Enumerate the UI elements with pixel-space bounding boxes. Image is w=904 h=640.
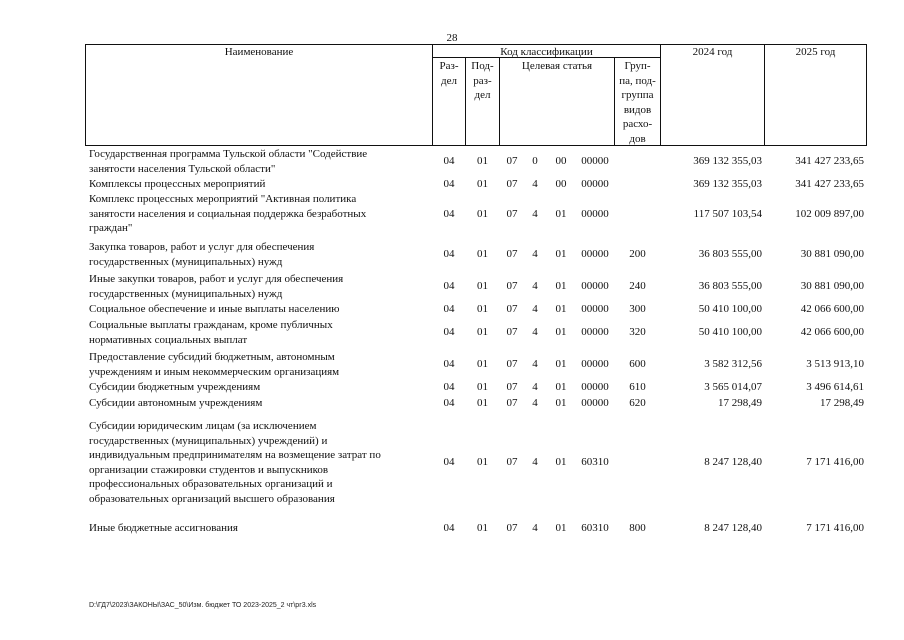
cell-2024: 36 803 555,00 (698, 248, 762, 261)
cell-2024: 369 132 355,03 (693, 155, 762, 168)
table-row (0, 419, 904, 506)
header-year2: 2025 год (795, 46, 836, 58)
row-name-line: государственных (муниципальных) учреждений) и (89, 434, 328, 447)
cell-t3: 01 (555, 358, 567, 371)
cell-t1: 07 (506, 522, 518, 534)
cell-t3: 01 (555, 207, 567, 220)
cell-t3: 01 (555, 381, 567, 393)
page-number: 28 (446, 32, 458, 44)
row-name (89, 177, 421, 192)
cell-t2: 4 (532, 381, 538, 393)
cell-pr: 01 (477, 381, 488, 393)
table-row (0, 350, 904, 379)
row-name-line: Социальное обеспечение и иные выплаты населению (89, 303, 340, 315)
cell-2025: 7 171 416,00 (806, 456, 864, 469)
cell-t1: 07 (506, 155, 518, 168)
row-name-line: Субсидии автономным учреждениям (89, 397, 263, 409)
cell-t3: 00 (555, 155, 567, 168)
cell-rz: 04 (443, 207, 455, 220)
row-name-line: учреждениям и иным некоммерческим организациям (89, 365, 340, 378)
row-name (89, 380, 421, 395)
cell-pr: 01 (477, 358, 488, 371)
cell-2024: 117 507 103,54 (693, 207, 762, 220)
cell-rz: 04 (443, 397, 455, 409)
cell-2025: 341 427 233,65 (795, 178, 864, 190)
cell-t3: 00 (555, 178, 567, 190)
cell-t2: 4 (532, 358, 538, 371)
cell-2025: 7 171 416,00 (806, 522, 864, 534)
cell-t2: 4 (532, 397, 538, 409)
header-podrazdel: Под- раз- дел (471, 60, 494, 101)
row-name-line: образовательных организаций высшего образования (89, 492, 335, 505)
cell-2024: 50 410 100,00 (698, 303, 762, 315)
cell-vr: 240 (629, 280, 646, 293)
cell-t3: 01 (555, 397, 567, 409)
cell-t4: 00000 (581, 326, 609, 339)
row-name-line: граждан" (89, 222, 133, 234)
cell-t3: 01 (555, 522, 567, 534)
row-name (89, 521, 421, 536)
cell-t1: 07 (506, 358, 518, 371)
cell-t1: 07 (506, 207, 518, 220)
cell-t1: 07 (506, 178, 518, 190)
row-name-line: государственных (муниципальных) нужд (89, 255, 283, 268)
cell-2024: 36 803 555,00 (698, 280, 762, 293)
table-row (0, 147, 904, 176)
cell-rz: 04 (443, 280, 455, 293)
cell-t1: 07 (506, 397, 518, 409)
cell-pr: 01 (477, 456, 488, 469)
row-name-line: Комплекс процессных мероприятий "Активная политика (89, 193, 357, 205)
cell-pr: 01 (477, 248, 488, 261)
cell-2024: 369 132 355,03 (693, 178, 762, 190)
cell-rz: 04 (443, 381, 455, 393)
cell-t2: 4 (532, 522, 538, 534)
row-name-line: занятости населения и социальная поддержка безработных (89, 207, 367, 220)
cell-2024: 17 298,49 (718, 397, 762, 409)
table-row (0, 380, 904, 395)
row-name (89, 350, 421, 379)
row-name (89, 318, 421, 347)
cell-rz: 04 (443, 155, 455, 168)
cell-2025: 3 496 614,61 (806, 381, 864, 393)
cell-rz: 04 (443, 456, 455, 469)
cell-2025: 30 881 090,00 (800, 280, 864, 293)
cell-t4: 00000 (581, 381, 609, 393)
cell-t1: 07 (506, 248, 518, 261)
cell-2025: 341 427 233,65 (795, 155, 864, 168)
cell-pr: 01 (477, 326, 488, 339)
cell-t1: 07 (506, 280, 518, 293)
row-name-line: Иные закупки товаров, работ и услуг для обеспечения (89, 273, 344, 285)
table-row (0, 302, 904, 317)
row-name-line: Комплексы процессных мероприятий (89, 178, 266, 190)
cell-t2: 4 (532, 280, 538, 293)
row-name-line: Социальные выплаты гражданам, кроме публичных (89, 319, 333, 331)
cell-2025: 42 066 600,00 (800, 326, 864, 339)
row-name-line: Субсидии бюджетным учреждениям (89, 381, 261, 393)
header-razdel: Раз- дел (439, 60, 459, 87)
cell-pr: 01 (477, 303, 488, 315)
cell-rz: 04 (443, 358, 455, 371)
row-name (89, 419, 421, 506)
cell-t2: 4 (532, 248, 538, 261)
row-name-line: Закупка товаров, работ и услуг для обеспечения (89, 241, 315, 253)
cell-t4: 00000 (581, 358, 609, 371)
row-name (89, 192, 421, 236)
table-row (0, 192, 904, 236)
cell-t4: 00000 (581, 155, 609, 168)
cell-vr: 620 (629, 397, 646, 409)
cell-t4: 00000 (581, 178, 609, 190)
cell-2024: 8 247 128,40 (704, 522, 762, 534)
cell-2025: 102 009 897,00 (795, 207, 864, 220)
cell-pr: 01 (477, 155, 488, 168)
cell-t2: 0 (532, 155, 538, 168)
table-row (0, 396, 904, 411)
cell-t3: 01 (555, 303, 567, 315)
cell-t1: 07 (506, 303, 518, 315)
cell-2025: 3 513 913,10 (806, 358, 864, 371)
row-name (89, 147, 421, 176)
cell-t4: 60310 (581, 522, 609, 534)
cell-t4: 00000 (581, 303, 609, 315)
cell-t1: 07 (506, 456, 518, 469)
table-row (0, 521, 904, 536)
cell-t3: 01 (555, 326, 567, 339)
cell-t3: 01 (555, 456, 567, 469)
cell-pr: 01 (477, 397, 488, 409)
header-target: Целевая статья (521, 60, 593, 72)
table-row (0, 177, 904, 192)
cell-t4: 00000 (581, 397, 609, 409)
cell-t3: 01 (555, 280, 567, 293)
row-name-line: Предоставление субсидий бюджетным, автономным (89, 351, 335, 363)
cell-pr: 01 (477, 522, 488, 534)
cell-t2: 4 (532, 326, 538, 339)
file-path-footer: D:\ГД7\2023\ЗАКОНЫ\ЗАС_50\Изм. бюджет ТО 2023-2025_2 чт\рг3.xls (89, 602, 317, 609)
cell-t4: 00000 (581, 248, 609, 261)
cell-rz: 04 (443, 326, 455, 339)
cell-pr: 01 (477, 207, 488, 220)
cell-vr: 800 (629, 522, 646, 534)
border-right (866, 44, 867, 146)
cell-rz: 04 (443, 248, 455, 261)
cell-vr: 300 (629, 303, 646, 315)
row-name (89, 272, 421, 301)
row-name (89, 396, 421, 411)
cell-pr: 01 (477, 280, 488, 293)
row-name-line: государственных (муниципальных) нужд (89, 287, 283, 300)
table-row (0, 272, 904, 301)
table-row (0, 240, 904, 269)
row-name-line: нормативных социальных выплат (89, 333, 248, 346)
cell-t2: 4 (532, 456, 538, 469)
cell-vr: 320 (629, 326, 646, 339)
cell-t4: 00000 (581, 207, 609, 220)
cell-2025: 42 066 600,00 (800, 303, 864, 315)
cell-t4: 00000 (581, 280, 609, 293)
cell-2024: 3 565 014,07 (704, 381, 762, 393)
header-year1: 2024 год (692, 46, 733, 58)
cell-rz: 04 (443, 303, 455, 315)
cell-2025: 17 298,49 (820, 397, 864, 409)
cell-pr: 01 (477, 178, 488, 190)
cell-t2: 4 (532, 178, 538, 190)
header-group: Груп- па, под- группа видов расхо- дов (619, 60, 656, 145)
row-name-line: Государственная программа Тульской области "Содействие (89, 148, 368, 160)
row-name-line: индивидуальным предпринимателям на возмещение затрат по (89, 449, 381, 461)
cell-vr: 200 (629, 248, 646, 261)
row-name-line: Иные бюджетные ассигнования (89, 522, 238, 534)
cell-t1: 07 (506, 381, 518, 393)
row-name (89, 240, 421, 269)
cell-rz: 04 (443, 178, 455, 190)
cell-2024: 50 410 100,00 (698, 326, 762, 339)
table-row (0, 318, 904, 347)
cell-rz: 04 (443, 522, 455, 534)
cell-t4: 60310 (581, 456, 609, 469)
cell-2025: 30 881 090,00 (800, 248, 864, 261)
row-name-line: профессиональных образовательных организаций и (89, 478, 333, 490)
header-bottom-border (85, 145, 867, 146)
row-name-line: Субсидии юридическим лицам (за исключением (89, 420, 317, 432)
row-name-line: организации стажировки студентов и выпускников (89, 463, 329, 476)
cell-2024: 3 582 312,56 (704, 358, 762, 371)
row-name (89, 302, 421, 317)
cell-2024: 8 247 128,40 (704, 456, 762, 469)
cell-vr: 600 (629, 358, 646, 371)
cell-t1: 07 (506, 326, 518, 339)
cell-t2: 4 (532, 207, 538, 220)
cell-t2: 4 (532, 303, 538, 315)
header-name: Наименование (224, 46, 294, 58)
cell-t3: 01 (555, 248, 567, 261)
cell-vr: 610 (629, 381, 646, 393)
row-name-line: занятости населения Тульской области" (89, 162, 276, 175)
header-code-group: Код классификации (500, 46, 593, 58)
